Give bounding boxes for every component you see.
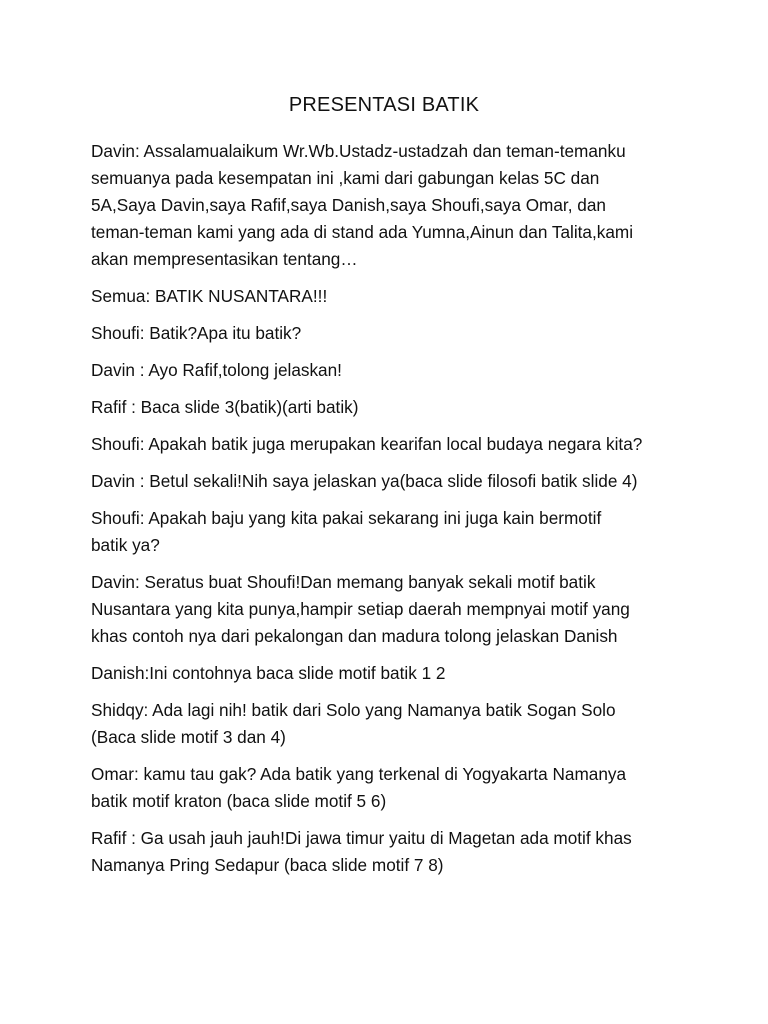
text-line: Shoufi: Apakah batik juga merupakan kearifan local budaya negara kita? xyxy=(91,434,643,454)
text-line: Davin: Seratus buat Shoufi!Dan memang banyak sekali motif batik xyxy=(91,572,596,592)
text-line: Rafif : Baca slide 3(batik)(arti batik) xyxy=(91,397,359,417)
text-line: Shoufi: Apakah baju yang kita pakai sekarang ini juga kain bermotif xyxy=(91,508,602,528)
paragraph-shidqy xyxy=(91,697,691,751)
text-line: Davin: Assalamualaikum Wr.Wb.Ustadz-ustadzah dan teman-temanku xyxy=(91,141,626,161)
text-line: Nusantara yang kita punya,hampir setiap daerah mempnyai motif yang xyxy=(91,599,630,619)
text-line: Namanya Pring Sedapur (baca slide motif 7 8) xyxy=(91,855,444,875)
paragraph-davin-seratus xyxy=(91,569,691,650)
text-line: Rafif : Ga usah jauh jauh!Di jawa timur yaitu di Magetan ada motif khas xyxy=(91,828,632,848)
text-line: khas contoh nya dari pekalongan dan madura tolong jelaskan Danish xyxy=(91,626,618,646)
paragraph-danish xyxy=(91,660,691,687)
text-line: teman-teman kami yang ada di stand ada Yumna,Ainun dan Talita,kami xyxy=(91,222,634,242)
text-line: Shoufi: Batik?Apa itu batik? xyxy=(91,323,302,343)
page-title: PRESENTASI BATIK xyxy=(288,94,480,116)
text-line: 5A,Saya Davin,saya Rafif,saya Danish,saya Shoufi,saya Omar, dan xyxy=(91,195,606,215)
paragraph-omar xyxy=(91,761,691,815)
text-line: Shidqy: Ada lagi nih! batik dari Solo yang Namanya batik Sogan Solo xyxy=(91,700,616,720)
paragraph-davin-opening xyxy=(91,138,691,273)
text-line: Davin : Betul sekali!Nih saya jelaskan ya(baca slide filosofi batik slide 4) xyxy=(91,471,638,491)
text-line: Omar: kamu tau gak? Ada batik yang terkenal di Yogyakarta Namanya xyxy=(91,764,627,784)
paragraph-shoufi-question xyxy=(91,320,691,347)
text-line: Semua: BATIK NUSANTARA!!! xyxy=(91,286,328,306)
text-line: semuanya pada kesempatan ini ,kami dari gabungan kelas 5C dan xyxy=(91,168,600,188)
text-line: akan mempresentasikan tentang… xyxy=(91,249,358,269)
text-line: Danish:Ini contohnya baca slide motif batik 1 2 xyxy=(91,663,446,683)
paragraph-shoufi-baju xyxy=(91,505,691,559)
paragraph-rafif-slide3 xyxy=(91,394,691,421)
paragraph-rafif-magetan xyxy=(91,825,691,879)
document-body xyxy=(91,138,691,889)
paragraph-shoufi-kearifan xyxy=(91,431,691,458)
text-line: (Baca slide motif 3 dan 4) xyxy=(91,727,286,747)
text-line: Davin : Ayo Rafif,tolong jelaskan! xyxy=(91,360,342,380)
text-line: batik motif kraton (baca slide motif 5 6) xyxy=(91,791,387,811)
paragraph-semua xyxy=(91,283,691,310)
text-line: batik ya? xyxy=(91,535,160,555)
paragraph-davin-request xyxy=(91,357,691,384)
paragraph-davin-filosofi xyxy=(91,468,691,495)
